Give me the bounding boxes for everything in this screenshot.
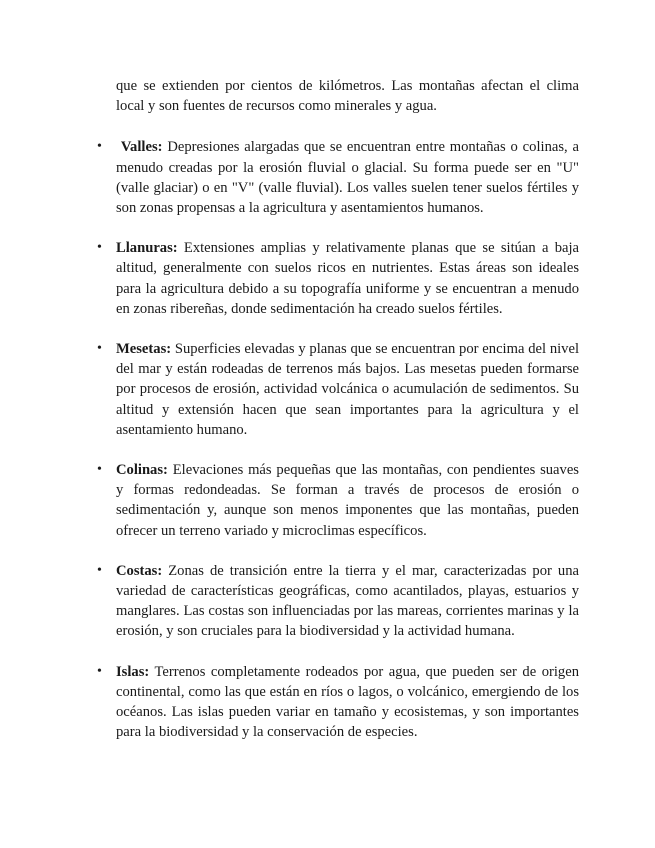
list-item-text (116, 561, 579, 642)
term-description: Superficies elevadas y planas que se encuentran por encima del nivel del mar y están rodeadas de terrenos más bajos. Las mesetas pueden formarse por procesos de erosión, actividad volcánica o acumulación de sedimentos. Su altitud y extensión hacen que sean importantes para la agricultura y el asentamiento humano. (116, 341, 579, 438)
list-item-text (116, 339, 579, 440)
list-item-colinas (97, 460, 579, 541)
bullet-icon: • (97, 240, 102, 256)
list-item-llanuras (97, 238, 579, 319)
term-label: Costas: (116, 562, 163, 579)
document-page (97, 76, 579, 742)
bullet-icon: • (97, 663, 102, 679)
term-label: Mesetas: (116, 341, 172, 358)
bullet-icon: • (97, 139, 102, 155)
bullet-icon: • (97, 562, 102, 578)
term-label: Valles: (120, 139, 163, 156)
bullet-icon: • (97, 341, 102, 357)
list-item-text (116, 137, 579, 218)
term-description: Terrenos completamente rodeados por agua, que pueden ser de origen continental, como las que están en ríos o lagos, o volcánico, emergiendo de los océanos. Las islas pueden variar en tamaño y ecosistemas, y son importantes para la biodiversidad y la conservación de especies. (116, 663, 579, 741)
term-description: Extensiones amplias y relativamente planas que se sitúan a baja altitud, generalmente con suelos ricos en nutrientes. Estas áreas son ideales para la agricultura debido a su topografía uniforme y se encuentran a menudo en zonas ribereñas, donde sedimentación ha creado suelos fértiles. (116, 240, 579, 317)
term-label: Llanuras: (116, 240, 178, 257)
bullet-icon: • (97, 462, 102, 478)
term-label: Colinas: (116, 462, 168, 479)
term-description: Zonas de transición entre la tierra y el mar, caracterizadas por una variedad de características geográficas, como acantilados, playas, estuarios y manglares. Las costas son influenciadas por las mareas, corrientes marinas y la erosión, y son cruciales para la biodiversidad y la actividad humana. (116, 562, 579, 640)
term-description: Depresiones alargadas que se encuentran entre montañas o colinas, a menudo creadas por la erosión fluvial o glacial. Su forma puede ser en "U" (valle glaciar) o en "V" (valle fluvial). Los valles suelen tener suelos fértiles y son zonas propensas a la agricultura y asentamientos humanos. (116, 139, 579, 217)
list-item-text (116, 662, 579, 743)
list-item-text (116, 238, 579, 319)
list-item-text (116, 460, 579, 541)
list-item-valles (97, 137, 579, 218)
term-label: Islas: (116, 663, 150, 680)
term-description: Elevaciones más pequeñas que las montañas, con pendientes suaves y formas redondeadas. Se forman a través de procesos de erosión o sedimentación y, aunque son menos imponentes que las montañas, pueden ofrecer un terreno variado y microclimas específicos. (116, 462, 579, 539)
list-item-mesetas (97, 339, 579, 440)
list-item-costas (97, 561, 579, 642)
intro-paragraph: que se extienden por cientos de kilómetros. Las montañas afectan el clima local y son fuentes de recursos como minerales y agua. (116, 78, 579, 115)
list-item-islas (97, 662, 579, 743)
